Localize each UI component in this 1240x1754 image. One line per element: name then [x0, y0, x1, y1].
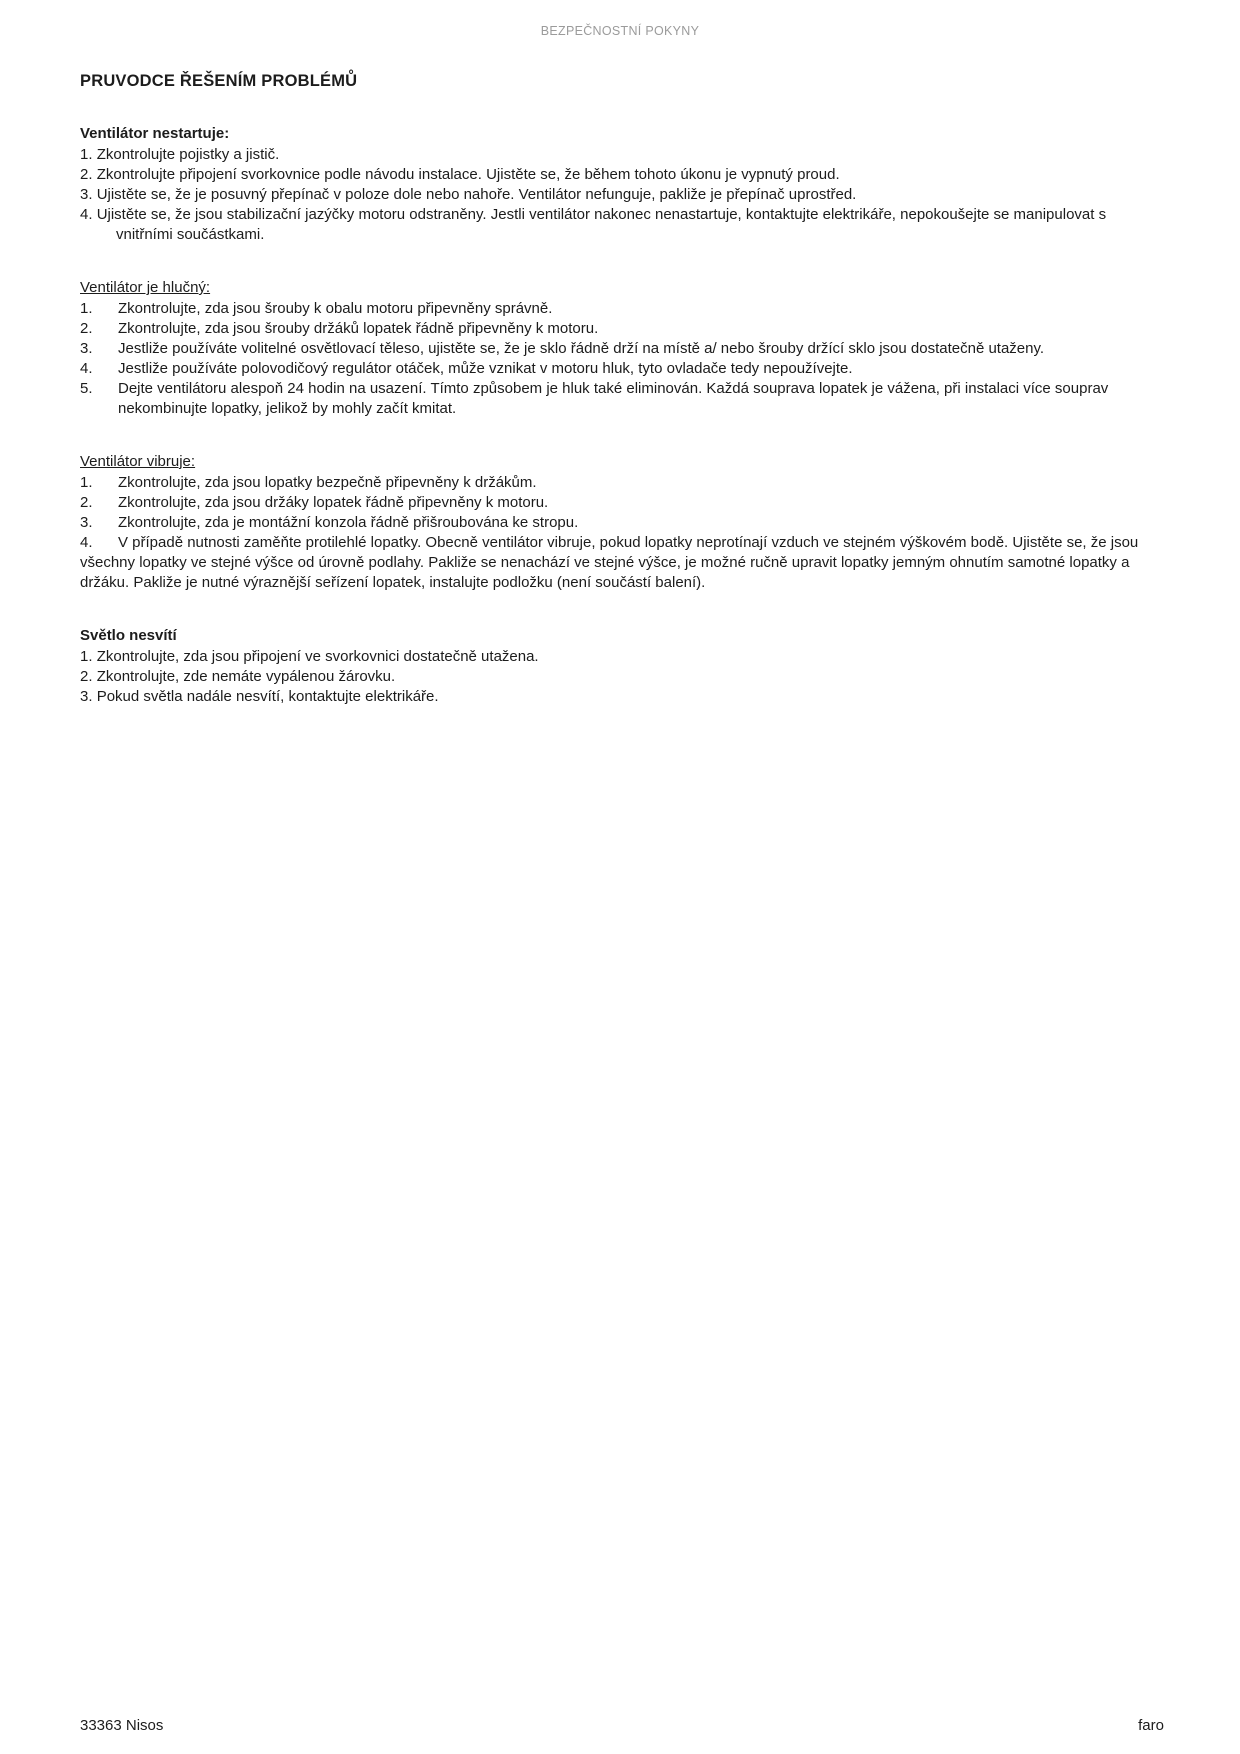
item-number: 4. — [80, 360, 93, 377]
section-heading: Ventilátor je hlučný: — [80, 279, 211, 296]
item-number: 1. — [80, 300, 93, 317]
list-item — [80, 493, 1164, 513]
item-text: Jestliže používáte volitelné osvětlovací těleso, ujistěte se, že je sklo řádně drží na místě a/ nebo šrouby držící sklo jsou dostatečně utaženy. — [118, 340, 1045, 357]
item-text: Ujistěte se, že je posuvný přepínač v poloze dole nebo nahoře. Ventilátor nefunguje, pakliže je přepínač uprostřed. — [96, 186, 857, 203]
item-number: 2. — [80, 320, 93, 337]
item-text: Jestliže používáte polovodičový regulátor otáček, může vznikat v motoru hluk, tyto ovladače tedy nepoužívejte. — [118, 360, 853, 377]
item-text: Dejte ventilátoru alespoň 24 hodin na usazení. Tímto způsobem je hluk také eliminován. Každá souprava lopatek je vážena, při instalaci více souprav nekombinujte lopatky, jelikož by mohly začít kmitat. — [118, 380, 1109, 417]
list-item — [80, 299, 1164, 319]
section-heading: Ventilátor vibruje: — [80, 453, 196, 470]
item-text: Zkontrolujte, zda jsou připojení ve svorkovnici dostatečně utažena. — [96, 648, 539, 665]
item-text: V případě nutnosti zaměňte protilehlé lopatky. Obecně ventilátor vibruje, pokud lopatky neprotínají vzduch ve stejném výškovém bodě. Ujistěte se, že jsou všechny lopatky ve stejné výšce od úrovně podlahy. Pakliže se nenachází ve stejné výšce, je možné ručně upravit lopatky jemným ohnutím samotné lopatky a držáku. Pakliže je nutné výraznější seřízení lopatek, instalujte podložku (není součástí balení). — [80, 534, 1139, 591]
section-list — [80, 647, 1164, 707]
item-number: 4. — [80, 534, 93, 551]
list-item — [80, 319, 1164, 339]
list-item — [80, 185, 1164, 205]
item-number: 3. — [80, 514, 93, 531]
item-text: Zkontrolujte, zda jsou držáky lopatek řádně připevněny k motoru. — [118, 494, 549, 511]
item-number: 2. — [80, 166, 93, 183]
running-header: BEZPEČNOSTNÍ POKYNY — [540, 24, 700, 38]
item-number: 3. — [80, 688, 93, 705]
item-text: Zkontrolujte, zda je montážní konzola řádně přišroubována ke stropu. — [118, 514, 579, 531]
item-number: 2. — [80, 494, 93, 511]
list-item — [80, 647, 1164, 667]
item-number: 3. — [80, 340, 93, 357]
page-footer — [80, 1717, 1164, 1734]
footer-brand: faro — [1138, 1717, 1164, 1734]
list-item — [80, 359, 1164, 379]
item-number: 1. — [80, 146, 93, 163]
section-list — [80, 473, 1164, 593]
section-fan-not-starting — [80, 124, 1164, 245]
list-item — [80, 667, 1164, 687]
item-number: 1. — [80, 648, 93, 665]
list-item — [80, 513, 1164, 533]
item-text: Zkontrolujte připojení svorkovnice podle návodu instalace. Ujistěte se, že během tohoto úkonu je vypnutý proud. — [96, 166, 840, 183]
item-text: Pokud světla nadále nesvítí, kontaktujte elektrikáře. — [96, 688, 439, 705]
list-item — [80, 687, 1164, 707]
section-heading: Světlo nesvítí — [80, 627, 177, 644]
section-list — [80, 145, 1164, 245]
item-number: 4. — [80, 206, 93, 223]
item-text: Zkontrolujte, zda jsou šrouby držáků lopatek řádně připevněny k motoru. — [118, 320, 599, 337]
document-body — [80, 72, 1164, 707]
section-list — [80, 299, 1164, 419]
list-item — [80, 339, 1164, 359]
section-fan-noisy — [80, 278, 1164, 419]
list-item — [80, 533, 1164, 593]
section-light-not-working — [80, 626, 1164, 707]
page-title: PRUVODCE ŘEŠENÍM PROBLÉMŮ — [80, 72, 358, 90]
item-number: 2. — [80, 668, 93, 685]
footer-model-number: 33363 Nisos — [80, 1717, 164, 1734]
list-item — [80, 473, 1164, 493]
item-text: Zkontrolujte pojistky a jistič. — [96, 146, 280, 163]
item-text: Zkontrolujte, zde nemáte vypálenou žárovku. — [96, 668, 396, 685]
list-item — [80, 165, 1164, 185]
item-text: Zkontrolujte, zda jsou šrouby k obalu motoru připevněny správně. — [118, 300, 553, 317]
section-fan-vibrating — [80, 452, 1164, 593]
item-text: Zkontrolujte, zda jsou lopatky bezpečně připevněny k držákům. — [118, 474, 537, 491]
list-item — [80, 145, 1164, 165]
item-number: 5. — [80, 380, 93, 397]
item-number: 3. — [80, 186, 93, 203]
item-text: Ujistěte se, že jsou stabilizační jazýčky motoru odstraněny. Jestli ventilátor nakonec nenastartuje, kontaktujte elektrikáře, nepokoušejte se manipulovat s vnitřními součástkami. — [96, 206, 1107, 243]
item-number: 1. — [80, 474, 93, 491]
list-item — [80, 205, 1164, 245]
list-item — [80, 379, 1164, 419]
section-heading: Ventilátor nestartuje: — [80, 125, 230, 142]
